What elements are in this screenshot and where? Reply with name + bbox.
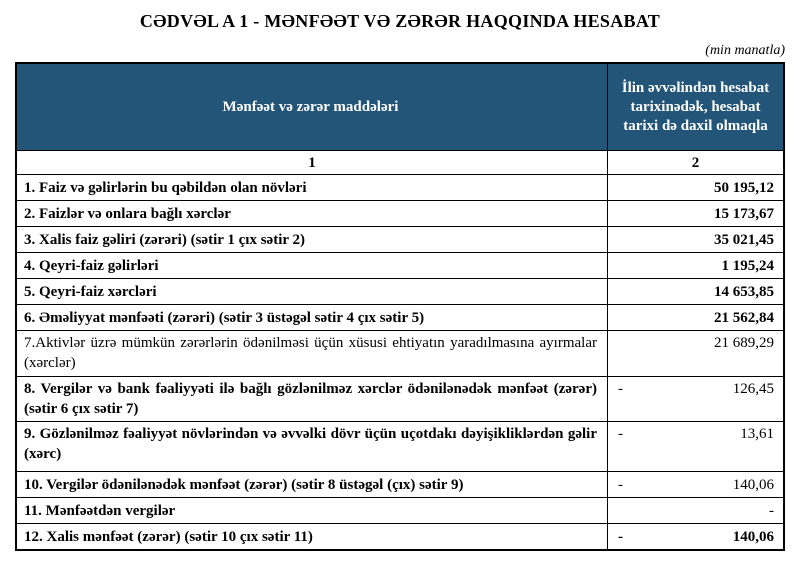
- row-value: [607, 377, 783, 421]
- header-cell-items: Mənfəət və zərər maddələri: [222, 99, 399, 115]
- column-number-row: [17, 150, 783, 174]
- row-amount: 1 195,24: [721, 257, 774, 274]
- row-label: 8. Vergilər və bank fəaliyyəti ilə bağlı gözlənilməz xərclər ödənilənədək mənfəət (zərər) (sətir 6 çıx sətir 7): [24, 381, 597, 417]
- row-label: 2. Faizlər və onlara bağlı xərclər: [24, 205, 231, 222]
- table-row-12: [17, 523, 783, 549]
- row-value: [607, 253, 783, 278]
- row-value: [607, 422, 783, 471]
- table-row-6: [17, 304, 783, 330]
- row-value: [607, 201, 783, 226]
- row-value: [607, 472, 783, 497]
- table-row-4: [17, 252, 783, 278]
- column-number-2: 2: [607, 151, 783, 174]
- unit-note: (min manatla): [705, 43, 785, 58]
- negative-dash: -: [618, 426, 623, 442]
- table-row-2: [17, 200, 783, 226]
- header-cell-period: İlin əvvəlindən hesabat tarixinədək, hesabat tarixi də daxil olmaqla: [607, 64, 783, 150]
- row-value: [607, 331, 783, 376]
- row-amount: 50 195,12: [714, 179, 774, 196]
- row-label: 11. Mənfəətdən vergilər: [24, 502, 176, 519]
- row-label: 7.Aktivlər üzrə mümkün zərərlərin ödənilməsi üçün xüsusi ehtiyatın yaradılmasına ayırmalar (xərclər): [24, 335, 597, 371]
- row-amount: -: [769, 502, 774, 519]
- row-amount: 13,61: [740, 426, 774, 442]
- row-amount: 140,06: [732, 476, 774, 493]
- table-header-row: [17, 64, 783, 150]
- table-row-1: [17, 174, 783, 200]
- negative-dash: -: [618, 476, 623, 493]
- table-row-11: [17, 497, 783, 523]
- column-number-1: 1: [308, 154, 316, 171]
- row-amount: 15 173,67: [714, 205, 774, 222]
- negative-dash: -: [618, 528, 623, 545]
- table-row-10: [17, 471, 783, 497]
- row-label: 6. Əməliyyat mənfəəti (zərəri) (sətir 3 üstəgəl sətir 4 çıx sətir 5): [24, 309, 425, 326]
- row-amount: 21 689,29: [714, 335, 774, 351]
- row-label: 3. Xalis faiz gəliri (zərəri) (sətir 1 çıx sətir 2): [24, 231, 305, 248]
- profit-loss-table: [15, 62, 785, 551]
- row-amount: 21 562,84: [714, 309, 774, 326]
- row-value: [607, 498, 783, 523]
- table-row-5: [17, 278, 783, 304]
- table-row-7: [17, 330, 783, 376]
- row-label: 10. Vergilər ödənilənədək mənfəət (zərər) (sətir 8 üstəgəl (çıx) sətir 9): [24, 476, 464, 493]
- table-row-8: [17, 376, 783, 421]
- row-value: [607, 524, 783, 549]
- row-label: 9. Gözlənilməz fəaliyyət növlərindən və əvvəlki dövr üçün uçotdakı dəyişikliklərdən gəlir (xərc): [24, 426, 597, 462]
- row-value: [607, 227, 783, 252]
- negative-dash: -: [618, 381, 623, 397]
- row-value: [607, 305, 783, 330]
- row-amount: 140,06: [732, 528, 774, 545]
- row-amount: 14 653,85: [714, 283, 774, 300]
- row-label: 4. Qeyri-faiz gəlirləri: [24, 257, 159, 274]
- row-amount: 126,45: [732, 381, 774, 397]
- page-title: CƏDVƏL A 1 - MƏNFƏƏT VƏ ZƏRƏR HAQQINDA HESABAT: [139, 11, 661, 31]
- row-value: [607, 279, 783, 304]
- table-row-3: [17, 226, 783, 252]
- table-row-9: [17, 421, 783, 471]
- row-label: 1. Faiz və gəlirlərin bu qəbildən olan növləri: [24, 179, 307, 196]
- row-label: 12. Xalis mənfəət (zərər) (sətir 10 çıx sətir 11): [24, 528, 313, 545]
- row-amount: 35 021,45: [714, 231, 774, 248]
- row-label: 5. Qeyri-faiz xərcləri: [24, 283, 157, 300]
- row-value: [607, 175, 783, 200]
